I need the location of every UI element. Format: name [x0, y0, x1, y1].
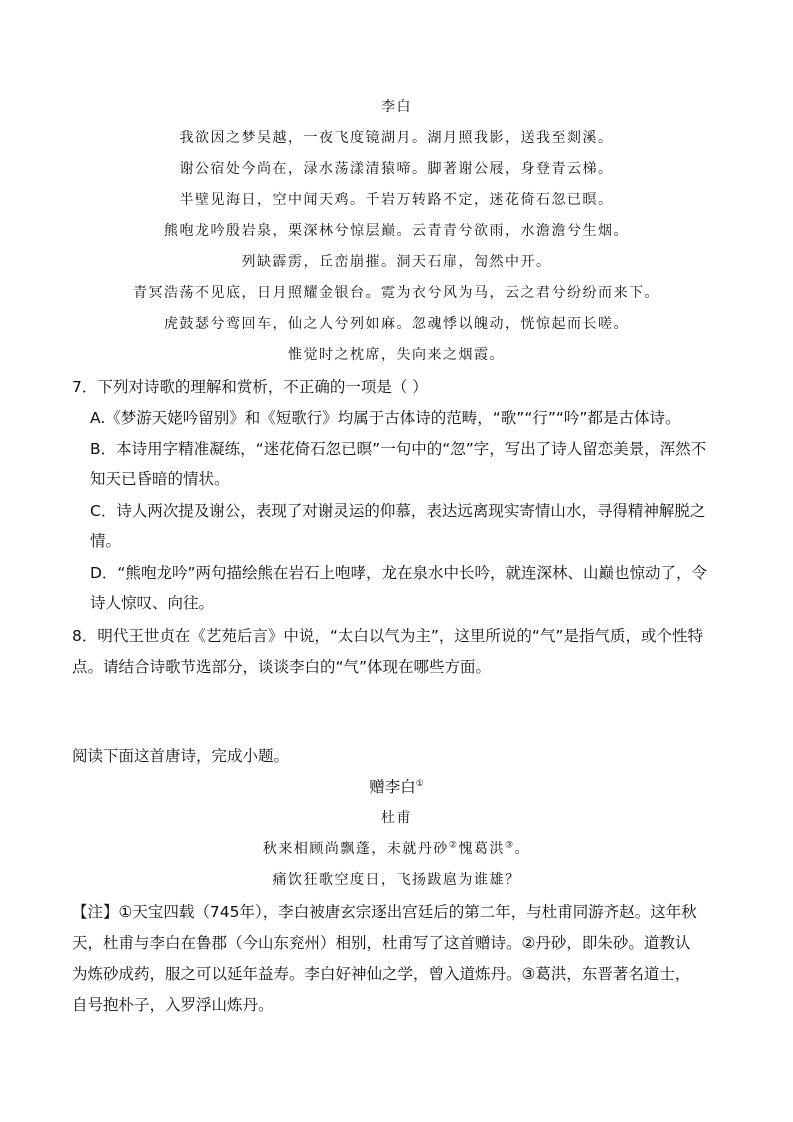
- poem2-author: 杜甫: [381, 810, 412, 826]
- poem1-line-4: 熊咆龙吟殷岩泉，栗深林兮惊层巅。云青青兮欲雨，水澹澹兮生烟。: [164, 223, 629, 239]
- question-7-option-c-line-1: C．诗人两次提及谢公，表现了对谢灵运的仰慕，表达远离现实寄情山水，寻得精神解脱之: [90, 502, 706, 520]
- poem2-line-1-part-b: 愧葛洪: [458, 841, 505, 857]
- poem2-line-2: 痛饮狂歌空度日，飞扬跋扈为谁雄？: [272, 872, 521, 888]
- poem1-line-6: 青冥浩荡不见底，日月照耀金银台。霓为衣兮风为马，云之君兮纷纷而来下。: [133, 285, 660, 301]
- section-2-intro: 阅读下面这首唐诗，完成小题。: [72, 747, 290, 765]
- question-8-line-2: 点。请结合诗歌节选部分，谈谈李白的“气”体现在哪些方面。: [72, 658, 492, 676]
- notes-line-4: 自号抱朴子，入罗浮山炼丹。: [72, 996, 274, 1014]
- question-7-option-c-line-2: 情。: [90, 532, 122, 550]
- poem2-line-1-part-c: 。: [514, 841, 531, 857]
- poem2-note-mark-3: ③: [505, 840, 515, 851]
- question-7-option-b-line-2: 知天已昏暗的情状。: [90, 470, 230, 488]
- notes-line-2: 天，杜甫与李白在鲁郡（今山东兖州）相别，杜甫写了这首赠诗。②丹砂，即朱砂。道教认: [72, 934, 691, 952]
- poem2-line-1: [0, 838, 793, 858]
- notes-line-1: 【注】①天宝四载（745年），李白被唐玄宗逐出宫廷后的第二年，与杜甫同游齐赵。这年秋: [72, 903, 697, 921]
- poem1-line-1: 我欲因之梦吴越，一夜飞度镜湖月。湖月照我影，送我至剡溪。: [179, 130, 614, 146]
- question-7-option-d-line-1: D．“熊咆龙吟”两句描绘熊在岩石上咆哮，龙在泉水中长吟，就连深林、山巅也惊动了，令: [90, 564, 707, 582]
- question-7-option-d-line-2: 诗人惊叹、向往。: [90, 594, 215, 612]
- notes-line-3: 为炼砂成药，服之可以延年益寿。李白好神仙之学，曾入道炼丹。③葛洪，东晋著名道士，: [72, 965, 691, 983]
- poem2-line-1-part-a: 秋来相顾尚飘蓬，未就丹砂: [262, 841, 449, 857]
- poem2-title-note-mark: ①: [415, 778, 424, 789]
- poem1-line-8: 惟觉时之枕席，失向来之烟霞。: [288, 347, 505, 363]
- poem2-note-mark-2: ②: [448, 840, 459, 851]
- question-7-stem: 7．下列对诗歌的理解和赏析，不正确的一项是（ ）: [72, 378, 428, 396]
- question-8-line-1: 8．明代王世贞在《艺苑后言》中说，“太白以气为主”，这里所说的“气”是指气质，或个性特: [72, 627, 703, 645]
- poem1-line-3: 半壁见海日，空中闻天鸡。千岩万转路不定，迷花倚石忽已暝。: [179, 192, 614, 208]
- poem1-line-7: 虎鼓瑟兮鸾回车，仙之人兮列如麻。忽魂悸以魄动，恍惊起而长嗟。: [164, 316, 629, 332]
- poem1-author: 李白: [381, 99, 412, 115]
- poem1-line-2: 谢公宿处今尚在，渌水荡漾清猿啼。脚著谢公屐，身登青云梯。: [179, 161, 614, 177]
- question-7-option-a: A.《梦游天姥吟留别》和《短歌行》均属于古体诗的范畴，“歌”“行”“吟”都是古体诗。: [90, 409, 681, 427]
- question-7-option-b-line-1: B．本诗用字精准凝练，“迷花倚石忽已暝”一句中的“忽”字，写出了诗人留恋美景，浑然不: [90, 440, 707, 458]
- poem2-title-text: 赠李白: [369, 778, 416, 796]
- poem2-title: [0, 775, 793, 797]
- poem1-line-5: 列缺霹雳，丘峦崩摧。洞天石扉，訇然中开。: [241, 254, 552, 270]
